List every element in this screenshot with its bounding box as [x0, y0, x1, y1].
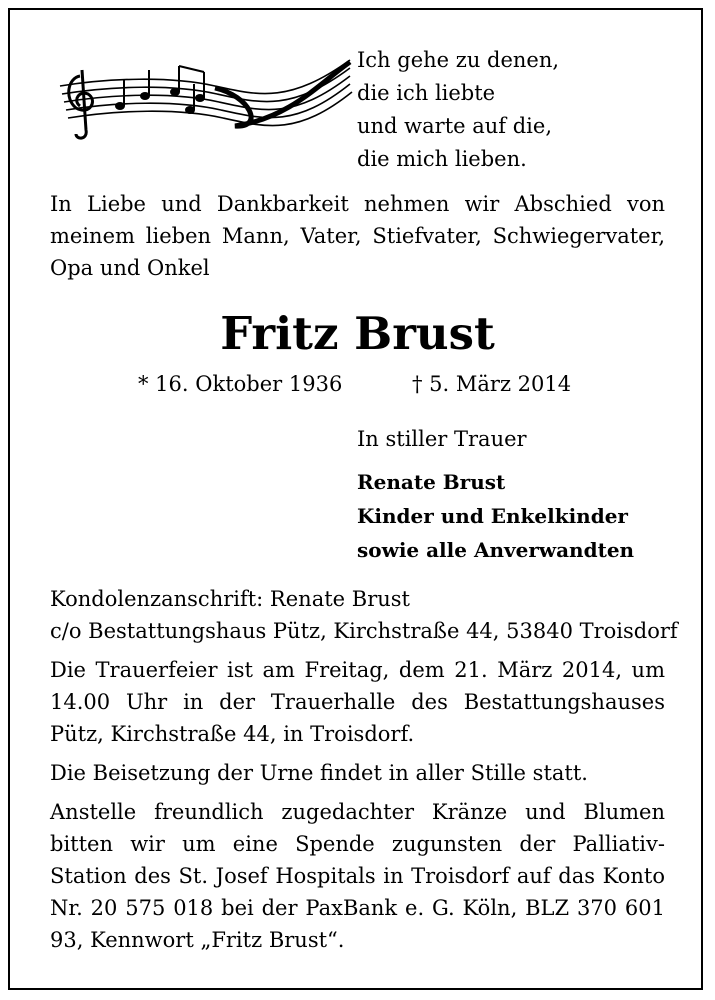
- birth-date: * 16. Oktober 1936: [138, 372, 343, 396]
- poem-line: und warte auf die,: [357, 114, 552, 138]
- poem-line: die ich liebte: [357, 81, 496, 105]
- burial-paragraph: Die Beisetzung der Urne findet in aller Stille statt.: [50, 761, 588, 785]
- mourners-list: [357, 465, 634, 567]
- mourner-name: Kinder und Enkelkinder: [357, 504, 628, 528]
- poem-line: Ich gehe zu denen,: [357, 48, 560, 72]
- details: [50, 583, 678, 963]
- ceremony-paragraph: Die Trauerfeier ist am Freitag, dem 21. März 2014, um 14.00 Uhr in der Trauerhalle des Bestattungshauses Pütz, Kirchstraße 44, in Troisdorf.: [50, 658, 665, 746]
- deceased-name: Fritz Brust: [220, 307, 495, 360]
- mourner-name: Renate Brust: [357, 470, 506, 494]
- condolence-line-1: Kondolenzanschrift: Renate Brust: [50, 587, 410, 611]
- music-staff-icon: [50, 48, 355, 148]
- condolence-line-2: c/o Bestattungshaus Pütz, Kirchstraße 44, 53840 Troisdorf: [50, 619, 678, 643]
- mourning-heading: In stiller Trauer: [357, 427, 527, 451]
- death-date: † 5. März 2014: [412, 372, 572, 396]
- intro-text: In Liebe und Dankbarkeit nehmen wir Abschied von meinem lieben Mann, Vater, Stiefvater, Schwiegervater, Opa und Onkel: [50, 192, 665, 280]
- mourner-name: sowie alle Anverwandten: [357, 538, 635, 562]
- poem-line: die mich lieben.: [357, 147, 527, 171]
- donation-paragraph: Anstelle freundlich zugedachter Kränze und Blumen bitten wir um eine Spende zugunsten der Palliativ-Station des St. Josef Hospitals in Troisdorf auf das Konto Nr. 20 575 018 bei der PaxBank e. G. Köln, BLZ 370 601 93, Kennwort „Fritz Brust“.: [50, 800, 665, 952]
- poem: [357, 44, 559, 176]
